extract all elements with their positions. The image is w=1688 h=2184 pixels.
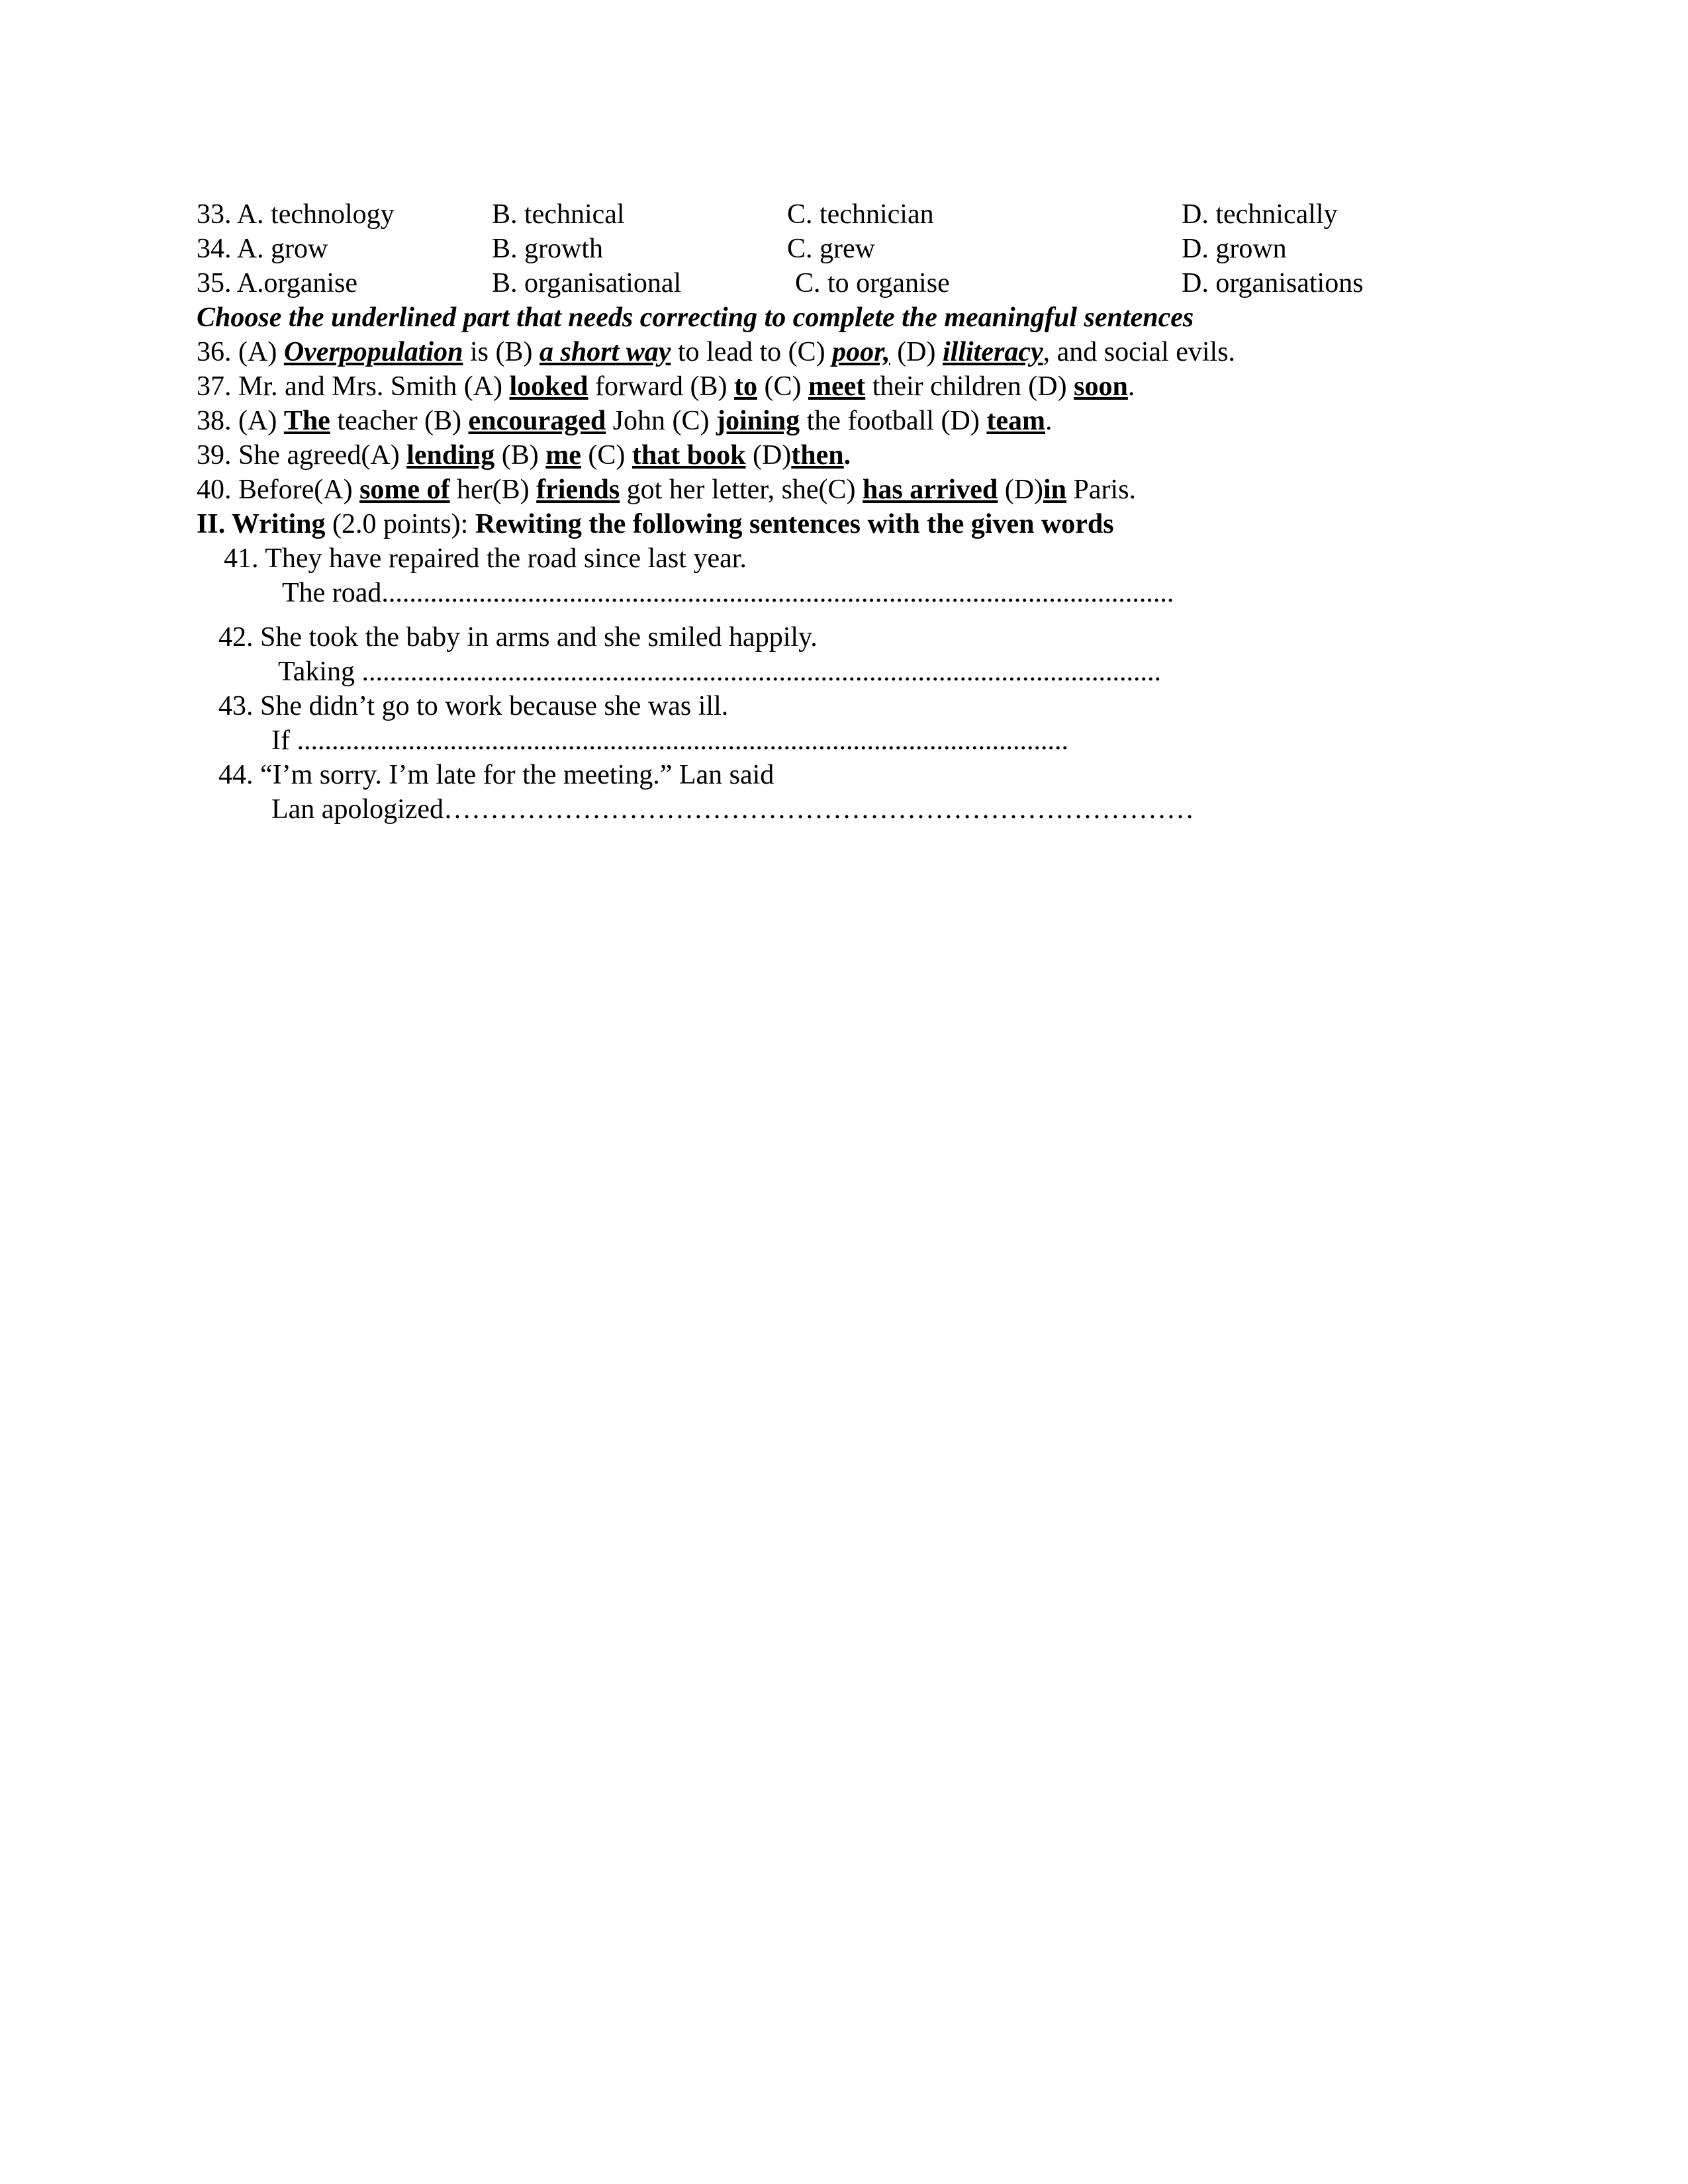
option-a-underlined: looked bbox=[509, 371, 588, 402]
option-b-underlined: encouraged bbox=[468, 406, 606, 436]
option-a-underlined: Overpopulation bbox=[283, 337, 463, 367]
mcq-35-option-a: 35. A.organise bbox=[197, 268, 358, 298]
question-36: 36. (A) Overpopulation is (B) a short way to lead to (C) poor, (D) illiteracy, and social evils. bbox=[197, 337, 1236, 367]
mcq-34-option-a: 34. A. grow bbox=[197, 234, 328, 264]
option-b-underlined: friends bbox=[536, 475, 620, 505]
option-d-underlined: then bbox=[791, 440, 844, 471]
question-37: 37. Mr. and Mrs. Smith (A) looked forward (B) to (C) meet their children (D) soon. bbox=[197, 371, 1135, 402]
writing-section-heading: II. Writing (2.0 points): Rewiting the following sentences with the given words bbox=[197, 509, 1114, 539]
option-a-underlined: some of bbox=[359, 475, 450, 505]
option-c-underlined: has arrived bbox=[863, 475, 998, 505]
writing-item-41-prompt: 41. They have repaired the road since last year. bbox=[224, 543, 747, 574]
option-d-underlined: in bbox=[1043, 475, 1067, 505]
question-38: 38. (A) The teacher (B) encouraged John (C) joining the football (D) team. bbox=[197, 406, 1053, 436]
mcq-33-option-d: D. technically bbox=[1182, 199, 1338, 230]
option-d-underlined: soon bbox=[1074, 371, 1128, 402]
mcq-35-option-c: C. to organise bbox=[795, 268, 950, 298]
writing-item-42-answer-line: Taking ................................................................................................................... bbox=[278, 657, 1162, 687]
writing-item-43-prompt: 43. She didn’t go to work because she was ill. bbox=[218, 691, 729, 721]
option-a-underlined: The bbox=[283, 406, 330, 436]
writing-item-42-prompt: 42. She took the baby in arms and she smiled happily. bbox=[218, 622, 818, 653]
writing-item-43-answer-line: If ............................................................................................................... bbox=[271, 725, 1068, 756]
mcq-34-option-b: B. growth bbox=[492, 234, 603, 264]
option-d-underlined: illiteracy bbox=[943, 337, 1043, 367]
writing-item-41-answer-line: The road.................................................................................................................. bbox=[282, 578, 1174, 608]
mcq-35-option-d: D. organisations bbox=[1182, 268, 1364, 298]
mcq-33-option-a: 33. A. technology bbox=[197, 199, 395, 230]
option-d-underlined: team bbox=[986, 406, 1045, 436]
mcq-35-option-b: B. organisational bbox=[492, 268, 682, 298]
option-c-underlined: that book bbox=[632, 440, 746, 471]
option-b-underlined: a short way bbox=[539, 337, 671, 367]
mcq-33-option-b: B. technical bbox=[492, 199, 625, 230]
mcq-33-option-c: C. technician bbox=[787, 199, 934, 230]
option-b-underlined: to bbox=[733, 371, 757, 402]
writing-item-44-prompt: 44. “I’m sorry. I’m late for the meeting.” Lan said bbox=[218, 760, 774, 790]
writing-item-44-answer-line: Lan apologized……………………………………………………………………… bbox=[271, 794, 1195, 825]
error-section-instruction: Choose the underlined part that needs correcting to complete the meaningful sentences bbox=[197, 302, 1194, 333]
question-39: 39. She agreed(A) lending (B) me (C) that book (D)then. bbox=[197, 440, 851, 471]
option-c-underlined: joining bbox=[716, 406, 800, 436]
question-40: 40. Before(A) some of her(B) friends got her letter, she(C) has arrived (D)in Paris. bbox=[197, 475, 1137, 505]
option-b-underlined: me bbox=[545, 440, 581, 471]
option-c-underlined: poor, bbox=[832, 337, 890, 367]
option-c-underlined: meet bbox=[808, 371, 866, 402]
option-a-underlined: lending bbox=[406, 440, 495, 471]
mcq-34-option-c: C. grew bbox=[787, 234, 875, 264]
mcq-34-option-d: D. grown bbox=[1182, 234, 1287, 264]
